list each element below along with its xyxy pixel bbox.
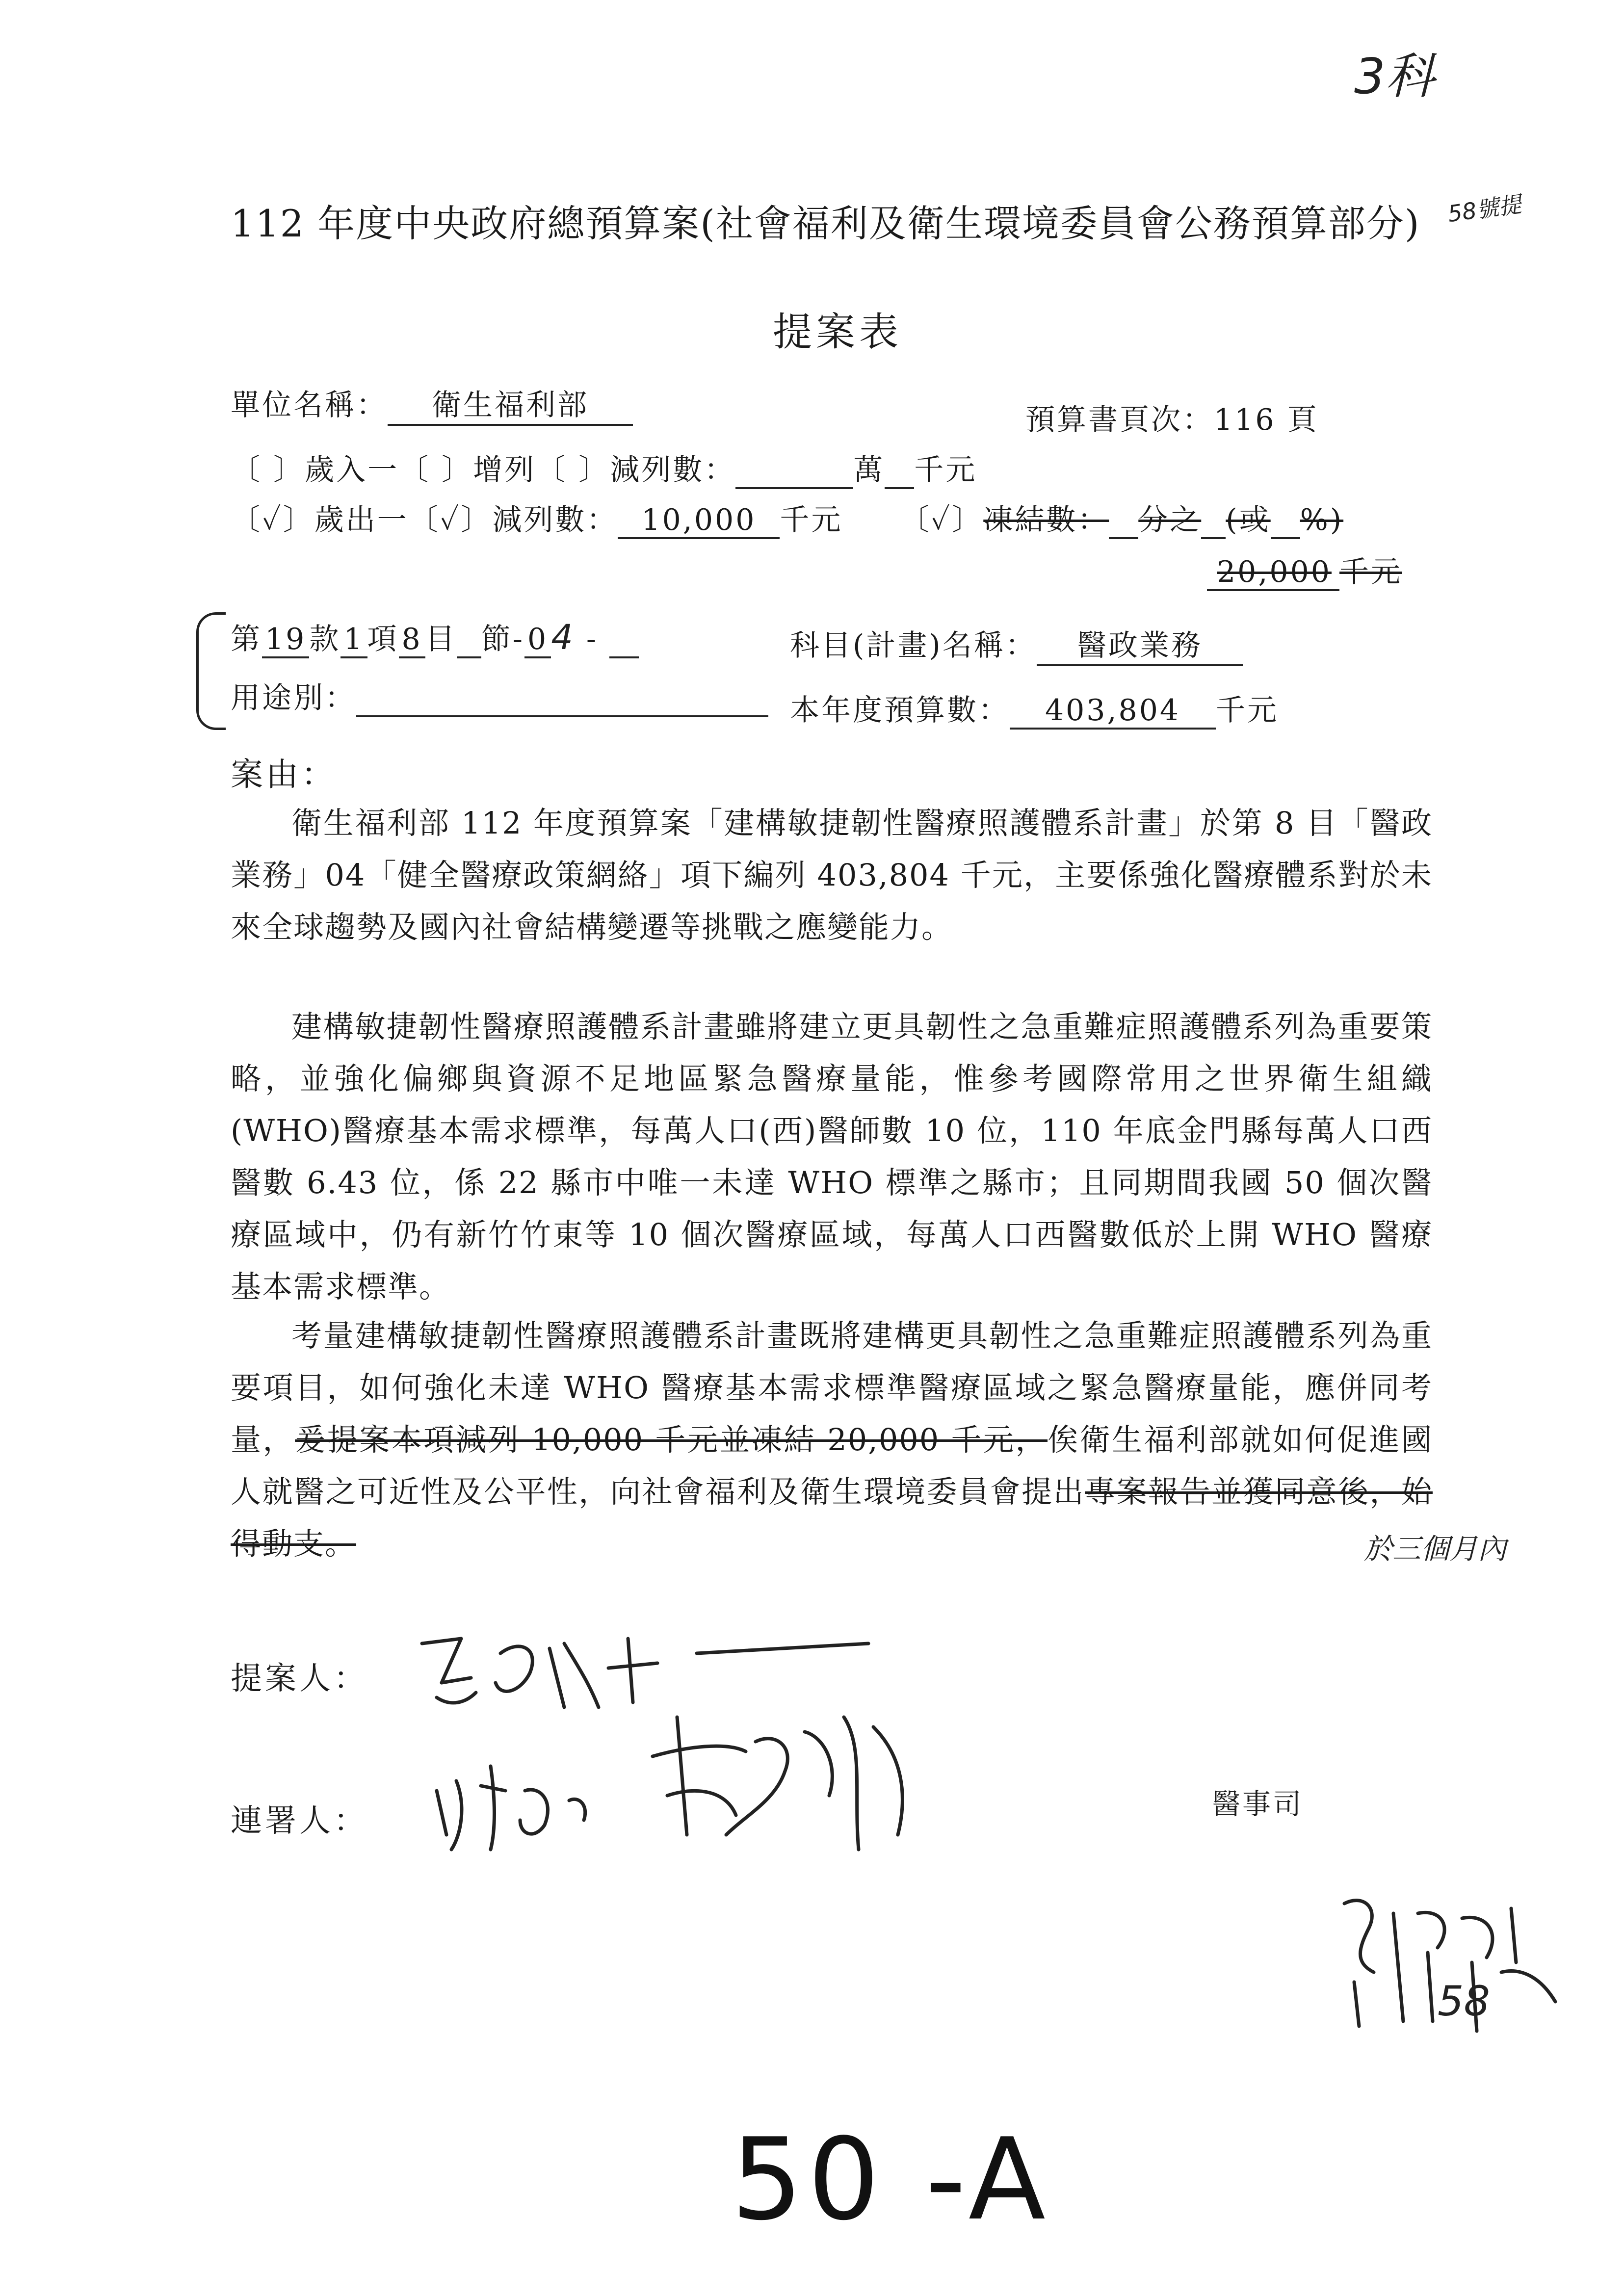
section-bracket bbox=[196, 612, 226, 730]
corner-note-top: 3科 bbox=[1354, 48, 1435, 105]
document-title: 112 年度中央政府總預算案(社會福利及衛生環境委員會公務預算部分) bbox=[231, 202, 1420, 245]
section-hand-digit: 4 bbox=[551, 617, 575, 657]
revenue-unit-wan: 萬 bbox=[853, 453, 885, 487]
paragraph-2: 建構敏捷韌性醫療照護體系計畫雖將建立更具韌性之急重難症照護體系列為重要策略，並強化偏鄉與資源不足地區緊急醫療量能，惟參考國際常用之世界衛生組織(WHO)醫療基本需求標準，每萬人口(西)醫師數 10 位，110 年底金門縣每萬人口西醫數 6.43 位，係 22 縣市中唯一未達 WHO 標準之縣市；且同期間我國 50 個次醫療區域中，仍有新竹竹東等 10 個次醫療區域，每萬人口西醫數低於上開 WHO 醫療基本需求標準。 bbox=[231, 1009, 1433, 1305]
revenue-check: 〔 〕 bbox=[231, 453, 305, 487]
budget-value: 403,804 bbox=[1010, 693, 1216, 730]
hand-insert-note: 於三個月內 bbox=[1364, 1532, 1507, 1565]
cosigner-label: 連署人： bbox=[231, 1803, 368, 1839]
cosigner-signature bbox=[422, 1688, 1011, 1913]
freeze-check: 〔✓〕 bbox=[899, 503, 984, 537]
expenditure-check: 〔✓〕 bbox=[231, 503, 314, 537]
expenditure-row bbox=[231, 496, 1343, 539]
section-jie: 0 bbox=[524, 622, 551, 658]
freeze-unit: 千元 bbox=[1339, 555, 1402, 589]
revenue-text: 歲入一〔 〕增列〔 〕減列數： bbox=[305, 453, 736, 487]
usage-label: 用途別： bbox=[231, 681, 356, 715]
percent-label: %) bbox=[1300, 503, 1344, 537]
section-row: 第 19 款 1 項 8 目 節- 04 - bbox=[231, 616, 639, 658]
signature-number: 58 bbox=[1438, 1977, 1490, 2025]
subject-label: 科目(計畫)名稱： bbox=[790, 628, 1037, 663]
unit-row bbox=[231, 382, 633, 426]
freeze-label: 凍結數： bbox=[983, 503, 1109, 537]
paragraph-3 bbox=[231, 1310, 1433, 1570]
revenue-row bbox=[231, 446, 977, 489]
reduction-unit: 千元 bbox=[780, 503, 843, 537]
section-jie-label: 節- bbox=[481, 622, 525, 656]
freeze-amount-row bbox=[1207, 548, 1402, 591]
reduction-amount: 10,000 bbox=[618, 503, 780, 539]
budget-row bbox=[790, 687, 1279, 730]
revenue-unit-qian: 千元 bbox=[914, 453, 977, 487]
section-xiang: 1 bbox=[341, 622, 367, 658]
budget-unit: 千元 bbox=[1216, 693, 1279, 728]
para3-part-d: 向社會福利及衛生環境委員會提出 bbox=[610, 1474, 1085, 1510]
subject-value: 醫政業務 bbox=[1037, 622, 1243, 666]
department-label: 醫事司 bbox=[1212, 1787, 1304, 1821]
reason-label: 案由： bbox=[231, 756, 337, 793]
para3-part-b: 爰提案本項減列 10,000 千元並凍結 20,000 千元， bbox=[295, 1422, 1048, 1458]
section-prefix: 第 bbox=[231, 622, 262, 656]
expenditure-text: 歲出一〔✓〕減列數： bbox=[314, 503, 618, 537]
section-kuan: 19 bbox=[262, 622, 309, 658]
document-subtitle: 提案表 bbox=[773, 309, 902, 355]
para3-part-e: 專案報告並獲同意後，始得動支。 bbox=[231, 1474, 1433, 1562]
corner-note-side: 58號提 bbox=[1446, 190, 1523, 228]
subject-row bbox=[790, 622, 1243, 666]
para3-part-a: 考量建構敏捷韌性醫療照護體系計畫既將建構更具韌性之急重難症照護體系列為重要項目，如何強化未達 WHO 醫療基本需求標準醫療區域之緊急醫療量能，應併同考量， bbox=[231, 1318, 1433, 1458]
usage-row bbox=[231, 675, 768, 717]
unit-value: 衛生福利部 bbox=[388, 382, 633, 426]
page-ref: 預算書頁次：116 頁 bbox=[1025, 403, 1319, 437]
proposer-label: 提案人： bbox=[231, 1661, 368, 1697]
or-label: (或 bbox=[1226, 503, 1271, 537]
department-signature bbox=[1325, 1874, 1590, 2061]
budget-label: 本年度預算數： bbox=[790, 693, 1010, 728]
unit-label: 單位名稱： bbox=[231, 388, 388, 422]
section-xiang-label: 項 bbox=[367, 622, 399, 656]
fraction-label: 分之 bbox=[1138, 503, 1202, 537]
section-mu: 8 bbox=[399, 622, 425, 658]
freeze-amount: 20,000 bbox=[1207, 555, 1339, 591]
para3-part-c: 俟衛生福利部就如何促進國人就醫之可近性及公平性， bbox=[231, 1422, 1433, 1510]
bottom-code: 50 -A bbox=[731, 2114, 1051, 2245]
section-kuan-label: 款 bbox=[309, 622, 341, 656]
section-mu-label: 目 bbox=[425, 622, 457, 656]
paragraph-1: 衛生福利部 112 年度預算案「建構敏捷韌性醫療照護體系計畫」於第 8 目「醫政業務」04「健全醫療政策網絡」項下編列 403,804 千元，主要係強化醫療體系對於未來全球趨勢及國內社會結構變遷等挑戰之應變能力。 bbox=[231, 805, 1433, 945]
